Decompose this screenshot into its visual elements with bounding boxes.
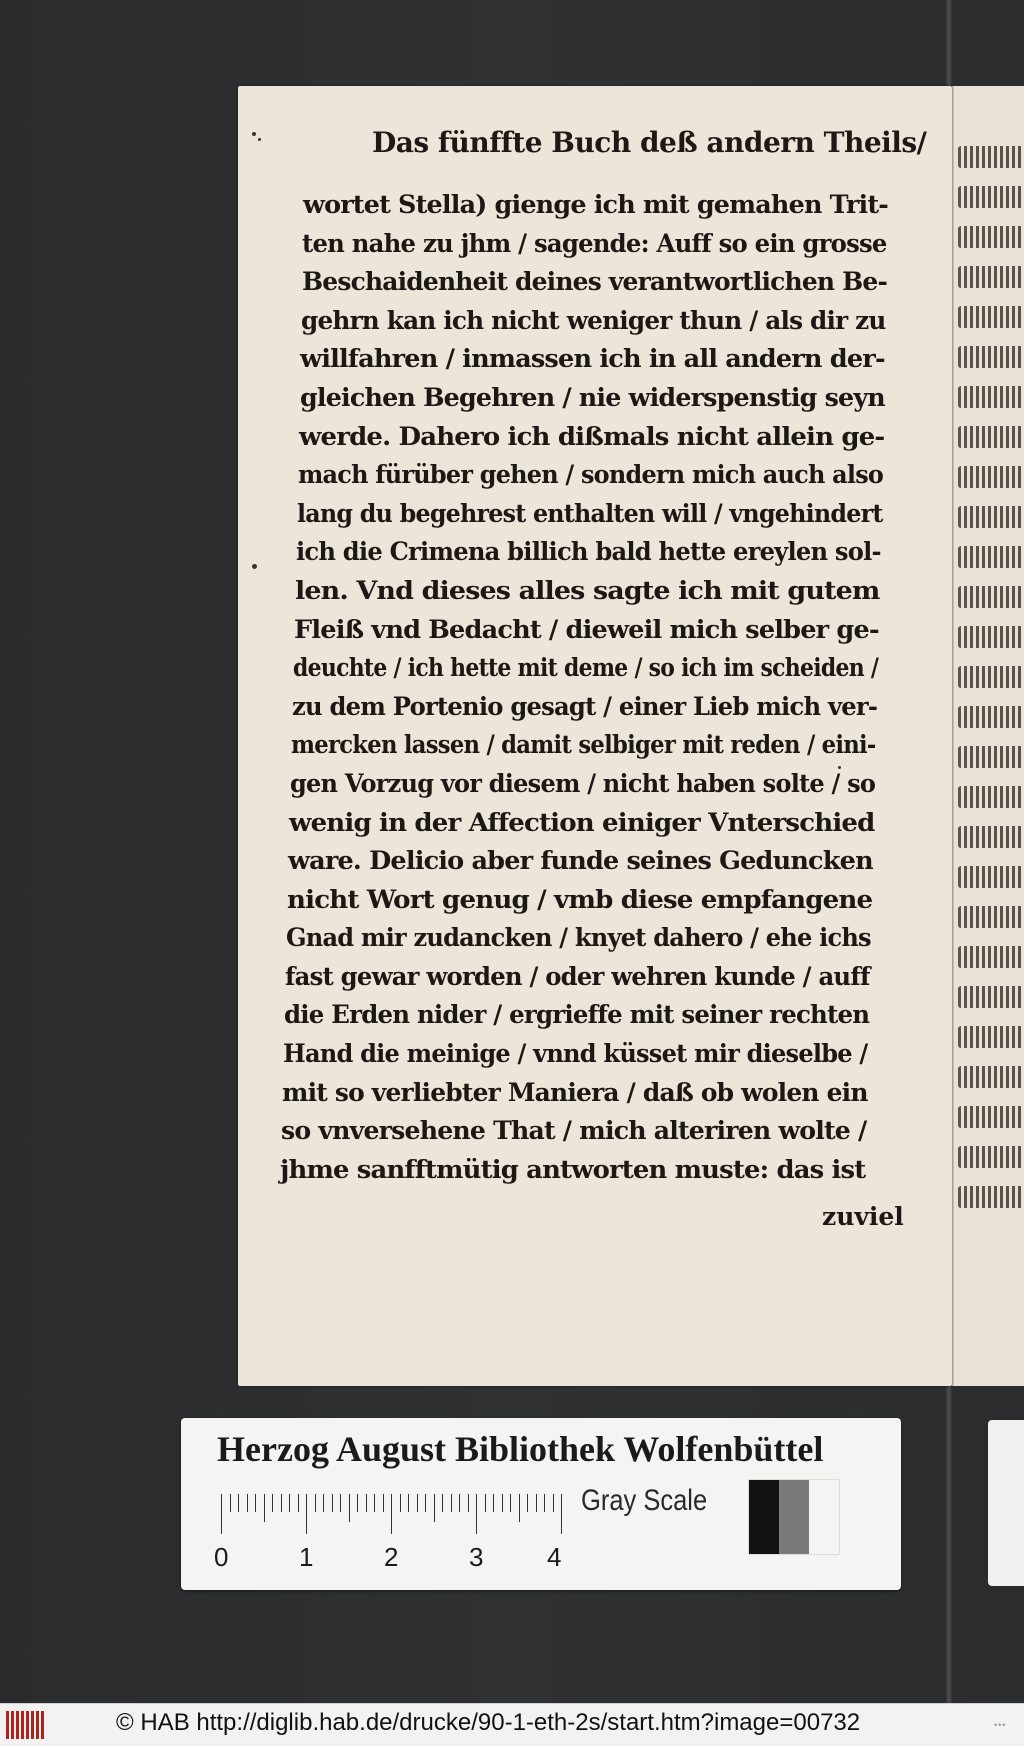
text-line: fast gewar worden / oder wehren kunde / auff [285, 961, 870, 991]
next-page-edge [952, 86, 1024, 1386]
text-line: gen Vorzug vor diesem / nicht haben solte / so [290, 768, 876, 798]
ruler-label-3: 3 [469, 1542, 484, 1572]
ruler-label-2: 2 [384, 1542, 399, 1572]
text-line: lang du begehrest enthalten will / vngehindert [297, 498, 883, 528]
text-line: mercken lassen / damit selbiger mit reden / eini- [291, 730, 876, 760]
ruler [221, 1494, 561, 1534]
text-line: zu dem Portenio gesagt / einer Lieb mich ver- [292, 691, 878, 721]
hab-logo-icon [6, 1711, 44, 1739]
ruler-label-4: 4 [547, 1542, 562, 1572]
text-line: jhme sanfftmütig antworten muste: das ist [280, 1154, 866, 1184]
text-line: die Erden nider / ergrieffe mit seiner rechten [284, 1000, 870, 1030]
swatch-gray [779, 1480, 809, 1554]
text-line: so vnversehene That / mich alteriren wolte / [281, 1116, 867, 1146]
text-line: ich die Crimena billich bald hette ereylen sol- [296, 537, 881, 567]
gray-scale-label: Gray Scale [581, 1484, 708, 1517]
text-line: Fleiß vnd Bedacht / dieweil mich selber ge- [294, 614, 879, 644]
text-line: gleichen Begehren / nie widerspenstig seyn [300, 382, 885, 412]
footer-bar [0, 1703, 1024, 1746]
swatch-black [749, 1480, 779, 1554]
text-line: wortet Stella) gienge ich mit gemahen Trit- [303, 190, 889, 219]
text-line: gehrn kan ich nicht weniger thun / als dir zu [301, 305, 886, 335]
text-line: mit so verliebter Maniera / daß ob wolen ein [282, 1077, 868, 1107]
text-block [280, 186, 895, 1189]
text-line: ware. Delicio aber funde seines Geduncken [288, 846, 873, 876]
gray-scale-swatches [749, 1480, 839, 1554]
footer-marker-icon: ••• [994, 1720, 1007, 1730]
text-line: willfahren / inmassen ich in all andern der- [300, 344, 885, 374]
ruler-label-1: 1 [299, 1542, 314, 1572]
text-line: Hand die meinige / vnnd küsset mir dieselbe / [283, 1039, 868, 1069]
library-title: Herzog August Bibliothek Wolfenbüttel [217, 1429, 824, 1469]
text-line: mach fürüber gehen / sondern mich auch also [298, 460, 884, 490]
swatch-white [809, 1480, 839, 1554]
text-line: deuchte / ich hette mit deme / so ich im scheiden / [293, 653, 879, 683]
text-line: Gnad mir zudancken / knyet dahero / ehe ichs [286, 923, 871, 953]
text-line: wenig in der Affection einiger Vnterschied [289, 807, 875, 837]
ruler-label-0: 0 [214, 1542, 229, 1572]
text-line: len. Vnd dieses alles sagte ich mit gutem [295, 575, 880, 605]
copyright-url[interactable]: © HAB http://diglib.hab.de/drucke/90-1-eth-2s/start.htm?image=00732 [116, 1709, 861, 1736]
catchword: zuviel [822, 1202, 904, 1231]
text-line: werde. Dahero ich dißmals nicht allein ge- [299, 421, 885, 451]
color-reference-card [181, 1418, 901, 1590]
book-page [238, 86, 952, 1386]
second-card-edge [988, 1420, 1024, 1586]
text-line: Beschaidenheit deines verantwortlichen Be- [302, 267, 888, 297]
running-head: Das fünffte Buch deß andern Theils/ [372, 126, 927, 159]
text-line: ten nahe zu jhm / sagende: Auff so ein grosse [302, 228, 887, 258]
text-line: nicht Wort genug / vmb diese empfangene [287, 884, 873, 914]
